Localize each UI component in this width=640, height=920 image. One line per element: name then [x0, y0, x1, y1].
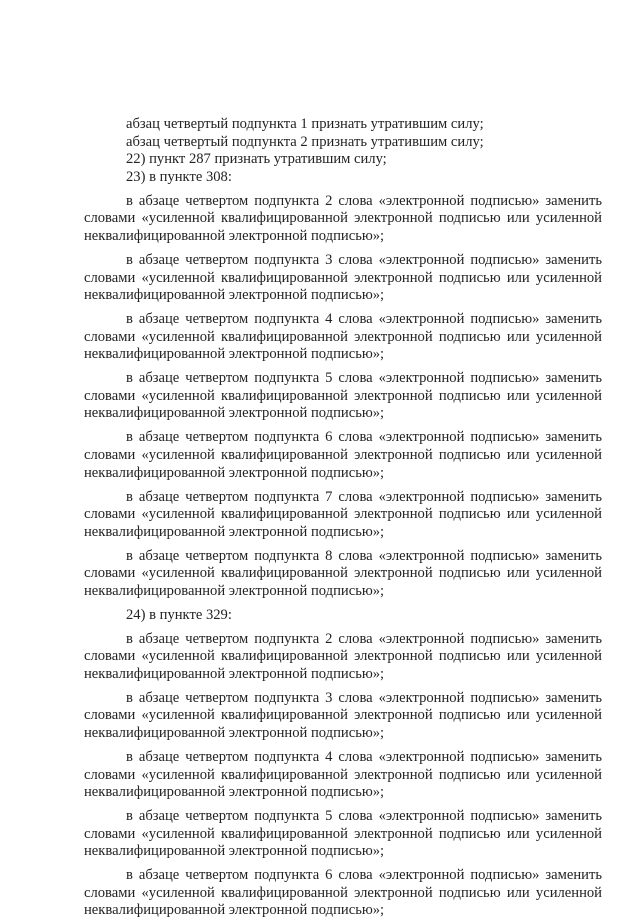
document-page — [84, 116, 602, 920]
paragraph-item-23-heading: 23) в пункте 308: — [126, 168, 232, 185]
section-308-item: в абзаце четвертом подпункта 7 слова «электронной подписью» заменить словами «усиленной квалифицированной электронной подписью или усиленной неквалифицированной электронной подписью»; — [84, 488, 602, 540]
section-308-items — [84, 193, 602, 601]
section-329-items — [84, 631, 602, 920]
section-329-item: в абзаце четвертом подпункта 2 слова «электронной подписью» заменить словами «усиленной квалифицированной электронной подписью или усиленной неквалифицированной электронной подписью»; — [84, 630, 602, 682]
section-308-item: в абзаце четвертом подпункта 5 слова «электронной подписью» заменить словами «усиленной квалифицированной электронной подписью или усиленной неквалифицированной электронной подписью»; — [84, 370, 602, 422]
section-329-item: в абзаце четвертом подпункта 6 слова «электронной подписью» заменить словами «усиленной квалифицированной электронной подписью или усиленной неквалифицированной электронной подписью»; — [84, 867, 602, 919]
section-329-item: в абзаце четвертом подпункта 3 слова «электронной подписью» заменить словами «усиленной квалифицированной электронной подписью или усиленной неквалифицированной электронной подписью»; — [84, 689, 602, 741]
paragraph-item-22: 22) пункт 287 признать утратившим силу; — [126, 151, 387, 168]
section-308-item: в абзаце четвертом подпункта 2 слова «электронной подписью» заменить словами «усиленной квалифицированной электронной подписью или усиленной неквалифицированной электронной подписью»; — [84, 192, 602, 244]
section-308-item: в абзаце четвертом подпункта 6 слова «электронной подписью» заменить словами «усиленной квалифицированной электронной подписью или усиленной неквалифицированной электронной подписью»; — [84, 429, 602, 481]
paragraph-abzac-1: абзац четвертый подпункта 1 признать утратившим силу; — [126, 116, 484, 132]
section-329-item: в абзаце четвертом подпункта 4 слова «электронной подписью» заменить словами «усиленной квалифицированной электронной подписью или усиленной неквалифицированной электронной подписью»; — [84, 748, 602, 801]
paragraph-item-24-heading: 24) в пункте 329: — [126, 606, 232, 623]
section-308-item: в абзаце четвертом подпункта 8 слова «электронной подписью» заменить словами «усиленной квалифицированной электронной подписью или усиленной неквалифицированной электронной подписью»; — [84, 547, 602, 599]
section-308-item: в абзаце четвертом подпункта 4 слова «электронной подписью» заменить словами «усиленной квалифицированной электронной подписью или усиленной неквалифицированной электронной подписью»; — [84, 311, 602, 363]
paragraph-abzac-2: абзац четвертый подпункта 2 признать утратившим силу; — [126, 133, 484, 150]
section-329-item: в абзаце четвертом подпункта 5 слова «электронной подписью» заменить словами «усиленной квалифицированной электронной подписью или усиленной неквалифицированной электронной подписью»; — [84, 808, 602, 860]
section-308-item: в абзаце четвертом подпункта 3 слова «электронной подписью» заменить словами «усиленной квалифицированной электронной подписью или усиленной неквалифицированной электронной подписью»; — [84, 251, 602, 304]
